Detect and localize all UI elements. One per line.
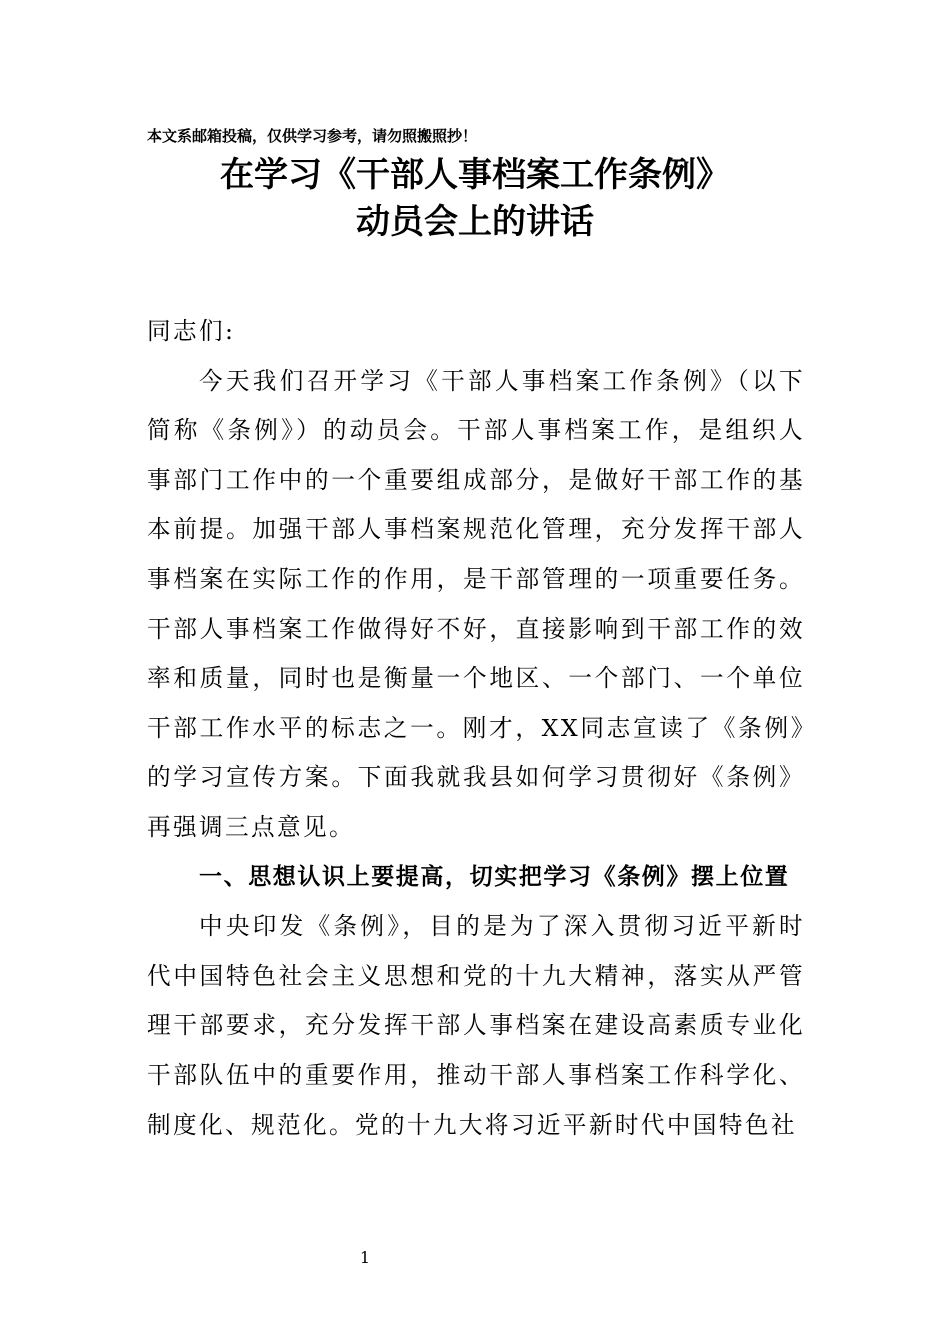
body-paragraph-section-1: 中央印发《条例》，目的是为了深入贯彻习近平新时代中国特色社会主义思想和党的十九大精神，落实从严管理干部要求，充分发挥干部人事档案在建设高素质专业化干部队伍中的重要作用，推动干部人事档案工作科学化、制度化、规范化。党的十九大将习近平新时代中国特色社 xyxy=(147,912,805,1139)
document-title-line2: 动员会上的讲话 xyxy=(356,202,594,242)
document-title-line1: 在学习《干部人事档案工作条例》 xyxy=(220,155,730,195)
section-heading-1: 一、思想认识上要提高，切实把学习《条例》摆上位置 xyxy=(199,863,790,890)
page-number: 1 xyxy=(359,1248,371,1267)
body-paragraph-intro: 今天我们召开学习《干部人事档案工作条例》（以下简称《条例》）的动员会。干部人事档案工作，是组织人事部门工作中的一个重要组成部分，是做好干部工作的基本前提。加强干部人事档案规范化管理，充分发挥干部人事档案在实际工作的作用，是干部管理的一项重要任务。干部人事档案工作做得好不好，直接影响到干部工作的效率和质量，同时也是衡量一个地区、一个部门、一个单位干部工作水平的标志之一。刚才，XX同志宣读了《条例》的学习宣传方案。下面我就我县如何学习贯彻好《条例》再强调三点意见。 xyxy=(147,366,805,841)
submission-notice: 本文系邮箱投稿，仅供学习参考，请勿照搬照抄！ xyxy=(147,127,478,145)
salutation: 同志们: xyxy=(147,317,236,345)
document-body xyxy=(147,307,805,1150)
